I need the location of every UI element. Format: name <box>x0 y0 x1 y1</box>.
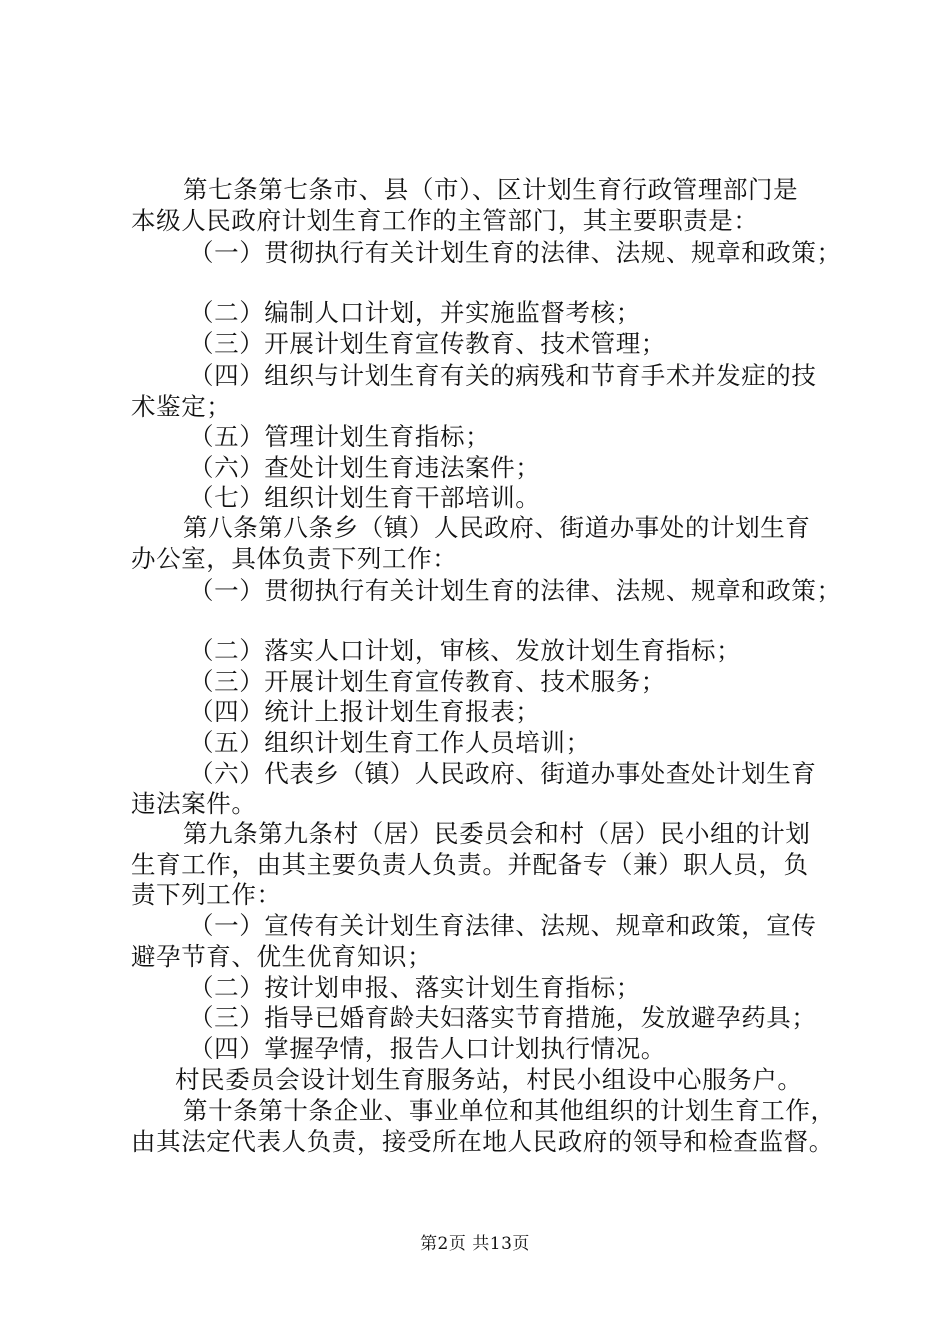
text-line: 村民委员会设计划生育服务站，村民小组设中心服务户。 <box>175 1065 803 1094</box>
text-line: （四）组织与计划生育有关的病残和节育手术并发症的技 <box>189 361 817 390</box>
text-line: （五）管理计划生育指标； <box>189 422 491 451</box>
text-line: （三）开展计划生育宣传教育、技术服务； <box>189 667 666 696</box>
text-line: （七）组织计划生育干部培训。 <box>189 483 541 512</box>
text-line: （二）编制人口计划，并实施监督考核； <box>189 298 641 327</box>
text-line: 违法案件。 <box>131 789 257 818</box>
text-line: 生育工作，由其主要负责人负责。并配备专（兼）职人员，负 <box>131 850 809 879</box>
text-line: （三）开展计划生育宣传教育、技术管理； <box>189 329 666 358</box>
text-line: 责下列工作： <box>131 880 282 909</box>
text-line: 术鉴定； <box>131 392 232 421</box>
text-line: （四）掌握孕情，报告人口计划执行情况。 <box>189 1034 666 1063</box>
text-line: 由其法定代表人负责，接受所在地人民政府的领导和检查监督。 <box>131 1127 834 1156</box>
text-line: 第十条第十条企业、事业单位和其他组织的计划生育工作， <box>183 1096 836 1125</box>
text-line: （六）查处计划生育违法案件； <box>189 453 541 482</box>
text-line: 第九条第九条村（居）民委员会和村（居）民小组的计划 <box>183 819 811 848</box>
text-line: （四）统计上报计划生育报表； <box>189 697 541 726</box>
text-line: 第七条第七条市、县（市）、区计划生育行政管理部门是 <box>183 175 799 204</box>
text-line: 办公室，具体负责下列工作： <box>131 544 458 573</box>
text-line: （六）代表乡（镇）人民政府、街道办事处查处计划生育 <box>189 759 817 788</box>
text-line: （三）指导已婚育龄夫妇落实节育措施，发放避孕药具； <box>189 1003 817 1032</box>
text-line: （五）组织计划生育工作人员培训； <box>189 728 591 757</box>
text-line: 第八条第八条乡（镇）人民政府、街道办事处的计划生育 <box>183 513 811 542</box>
text-line: 避孕节育、优生优育知识； <box>131 942 433 971</box>
text-line: 本级人民政府计划生育工作的主管部门，其主要职责是： <box>131 206 759 235</box>
text-line: （二）按计划申报、落实计划生育指标； <box>189 973 641 1002</box>
text-line: （二）落实人口计划，审核、发放计划生育指标； <box>189 636 742 665</box>
page-number-footer: 第2页 共13页 <box>420 1234 530 1254</box>
text-line: （一）宣传有关计划生育法律、法规、规章和政策，宣传 <box>189 911 817 940</box>
text-line: （一）贯彻执行有关计划生育的法律、法规、规章和政策； <box>189 238 842 267</box>
text-line: （一）贯彻执行有关计划生育的法律、法规、规章和政策； <box>189 576 842 605</box>
